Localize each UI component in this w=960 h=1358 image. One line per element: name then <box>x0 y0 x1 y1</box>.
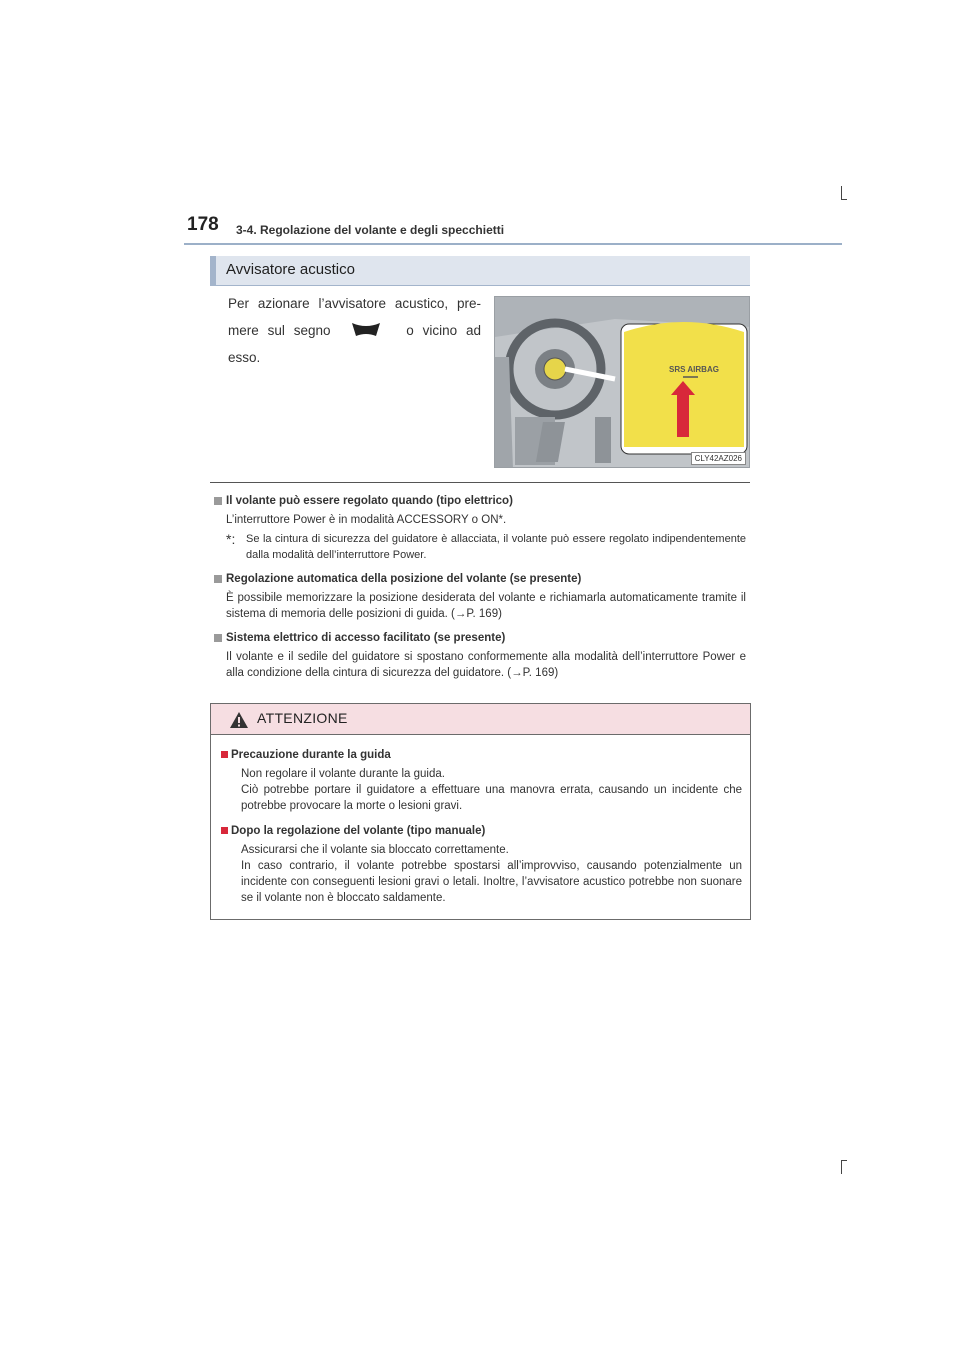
crop-mark <box>841 186 842 200</box>
warning-content <box>211 735 750 906</box>
section-divider <box>210 482 750 483</box>
warning-line: Ciò potrebbe portare il guidatore a effettuare una manovra errata, causando un incidente che potrebbe provocare la morte o lesioni gravi. <box>241 784 742 812</box>
warning-item <box>221 823 742 906</box>
note-body: È possibile memorizzare la posizione desiderata del volante e richiamarla automaticamente tramite il sistema di memoria delle posizioni di guida. (→P. 169) <box>226 592 746 620</box>
bullet-square-icon <box>214 575 222 583</box>
red-square-icon <box>221 827 228 834</box>
footnote-marker: *: <box>226 531 236 547</box>
figure-code: CLY42AZ026 <box>691 452 746 465</box>
crop-mark <box>841 1160 842 1174</box>
crop-mark <box>841 1160 847 1161</box>
note-item <box>214 493 746 563</box>
horn-section-heading <box>210 256 750 286</box>
warning-line: In caso contrario, il volante potrebbe spostarsi all’improvviso, causando potenzialmente un incidente con conseguenti lesioni gravi o letali. Inoltre, l’avvisatore acustico potrebbe non suonare se il volante non è bloccato saldamente. <box>241 860 742 904</box>
airbag-label: SRS AIRBAG <box>669 365 719 374</box>
warning-item-title: Precauzione durante la guida <box>231 749 391 761</box>
footnote-text: Se la cintura di sicurezza del guidatore è allacciata, il volante può essere regolato indipendentemente dalla modalità dell’interruttore Power. <box>246 533 746 561</box>
warning-header <box>211 704 750 735</box>
warning-label: ATTENZIONE <box>257 710 348 726</box>
note-body: Il volante e il sedile del guidatore si spostano conformemente alla modalità dell’interruttore Power e alla condizione della cintura di sicurezza del guidatore. (→P. 169) <box>226 651 746 679</box>
note-item <box>214 571 746 622</box>
warning-triangle-icon <box>229 711 249 729</box>
horn-instructions <box>228 290 481 371</box>
notes-list <box>214 493 746 681</box>
warning-item-title: Dopo la regolazione del volante (tipo manuale) <box>231 825 486 837</box>
horn-title: Avvisatore acustico <box>226 261 355 278</box>
section-title: 3-4. Regolazione del volante e degli specchietti <box>236 223 505 237</box>
header-divider <box>184 243 842 245</box>
warning-line: Non regolare il volante durante la guida. <box>241 768 445 780</box>
bullet-square-icon <box>214 497 222 505</box>
warning-line: Assicurarsi che il volante sia bloccato correttamente. <box>241 844 509 856</box>
crop-mark <box>841 199 847 200</box>
note-title: Regolazione automatica della posizione del volante (se presente) <box>226 573 582 585</box>
footnote <box>214 531 746 563</box>
steering-wheel-illustration <box>494 296 750 468</box>
horn-text-before: Per azionare l’avvisatore acustico, pre- mere sul segno <box>228 296 481 338</box>
note-body: L’interruttore Power è in modalità ACCESSORY o ON*. <box>226 514 507 526</box>
horn-icon <box>349 320 383 340</box>
note-title: Il volante può essere regolato quando (tipo elettrico) <box>226 495 513 507</box>
note-item <box>214 630 746 681</box>
dashboard-drawing <box>495 297 750 468</box>
warning-box <box>210 703 751 920</box>
horn-text-after: o vicino ad esso. <box>228 323 481 365</box>
page-number: 178 <box>187 214 219 235</box>
note-title: Sistema elettrico di accesso facilitato (se presente) <box>226 632 506 644</box>
bullet-square-icon <box>214 634 222 642</box>
red-square-icon <box>221 751 228 758</box>
horn-symbol <box>339 324 397 338</box>
warning-item <box>221 747 742 814</box>
